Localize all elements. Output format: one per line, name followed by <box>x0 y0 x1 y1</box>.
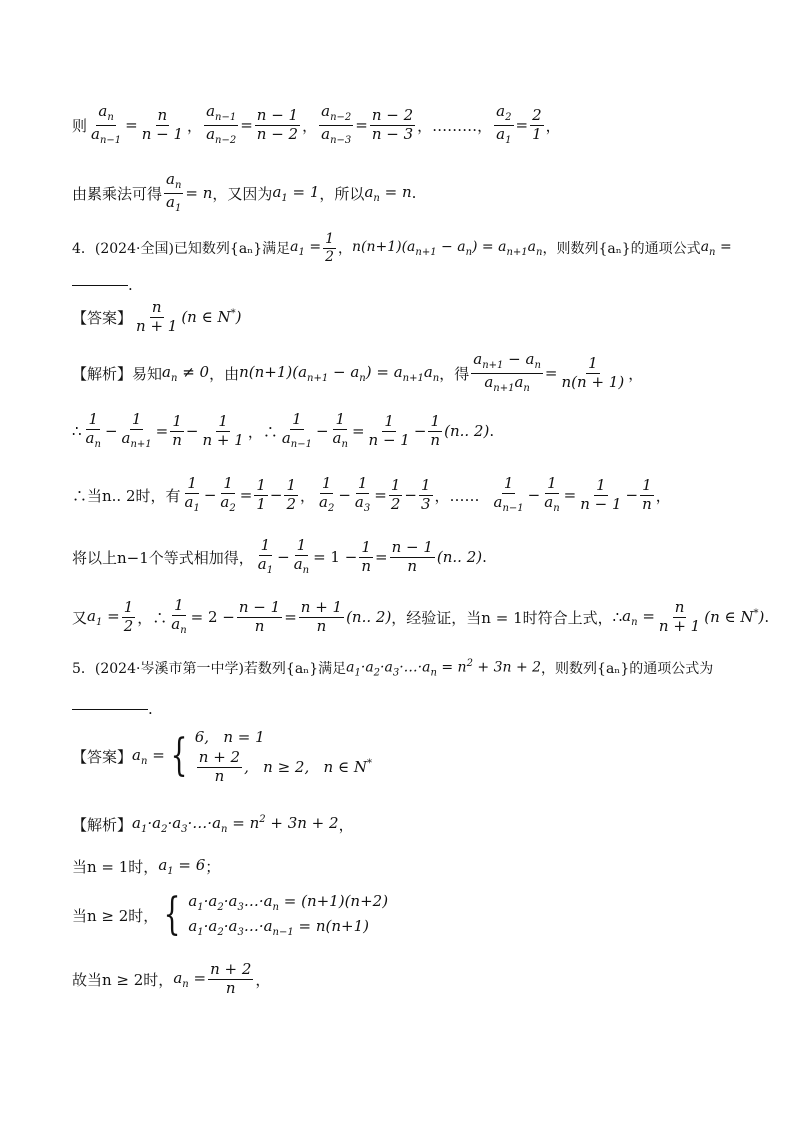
p5-analysis-4: 故当n ≥ 2时， $a_n$ = $\frac{n + 2}{n}$ ， <box>72 960 271 997</box>
text-youyin: ，又因为 <box>212 184 273 203</box>
p4-analysis-1: 【解析】 易知 $a_n \ne 0$ ，由 $n(n+1)(a_{n+1} - a_n) = a_{n+1}a_n$ ，得 $\frac{a_{n+1} - a_n}{a_{n+1}a_n}$ = $\frac{1}{n(n + 1)}$ ， <box>72 350 644 394</box>
p4-answer: 【答案】 $\frac{n}{n + 1}$ (n ∈ N*) <box>72 298 242 335</box>
p5-blank: . <box>72 700 153 718</box>
analysis-label: 【解析】 <box>72 364 133 383</box>
eq-line-1: 则 $\frac{a_n}{a_{n-1}}$ = $\frac{n}{n - 1}$ ， $\frac{a_{n-1}}{a_{n-2}}$ = $\frac{n - 1}{n - 2}$ ， $\frac{a_{n-2}}{a_{n-3}}$ = $\frac{n - 2}{n - 3}$ ， ………， $\frac{a_2}{a_1}$ = $\frac{2}{1}$ ， <box>72 102 561 146</box>
text-ze: 则 <box>72 116 88 135</box>
p4-analysis-2: ∴ $\frac{1}{a_n}$ − $\frac{1}{a_{n+1}}$ = $\frac{1}{n}$ − $\frac{1}{n + 1}$ ，∴ $\frac{1}{a_{n-1}}$ − $\frac{1}{a_n}$ = $\frac{1}{n - 1}$ − $\frac{1}{n}$ (n.. 2) . <box>72 410 495 450</box>
p5-analysis-1: 【解析】 $a_1\cdot a_2\cdot a_3\cdot\dots\cdot a_n = n^2 + 3n + 2$ ， <box>72 814 354 835</box>
p4-mid-text: ，则数列{aₙ}的通项公式 <box>542 241 701 258</box>
p5-analysis-3: 当n ≥ 2时， { $a_1\cdot a_2\cdot a_3\dots\cdot a_n = (n+1)(n+2)$ $a_1\cdot a_2\cdot a_3\dots\cdot a_{n-1} = n(n+1)$ <box>72 889 389 940</box>
p4-analysis-3: ∴当n.. 2时，有 $\frac{1}{a_1}$ − $\frac{1}{a_2}$ = $\frac{1}{1}$ − $\frac{1}{2}$ ， $\frac{1}{a_2}$ − $\frac{1}{a_3}$ = $\frac{1}{2}$ − $\frac{1}{3}$ ，…… $\frac{1}{a_{n-1}}$ − $\frac{1}{a_n}$ = $\frac{1}{n - 1}$ − $\frac{1}{n}$ ， <box>72 474 671 514</box>
p5-analysis-2: 当n = 1时， $a_1 = 6$ ； <box>72 856 221 877</box>
p4-analysis-5: 又 $a_1$ = $\frac{1}{2}$ ，∴ $\frac{1}{a_n}$ = 2 − $\frac{n - 1}{n}$ = $\frac{n + 1}{n}$ (n.. 2) ，经验证，当n = 1时符合上式， ∴ $a_n$ = $\frac{n}{n + 1}$ (n ∈ N*) . <box>72 596 770 636</box>
text-suoyi: ，所以 <box>319 184 365 203</box>
eq-line-2: 由累乘法可得 $\frac{a_n}{a_1}$ = n ，又因为 $a_1 = 1$ ，所以 $a_n = n$ . <box>72 170 417 214</box>
p4-analysis-4: 将以上n−1个等式相加得， $\frac{1}{a_1}$ − $\frac{1}{a_n}$ = 1 − $\frac{1}{n}$ = $\frac{n - 1}{n}$ (n.. 2) . <box>72 536 487 576</box>
p4-blank: . <box>72 276 133 294</box>
text-lei: 由累乘法可得 <box>72 184 163 203</box>
problem-4-title: 4．(2024·全国)已知数列{aₙ}满足 $a_1$ = $\frac{1}{2}$ ， $n(n+1)(a_{n+1} - a_n) = a_{n+1}a_n$ ，则数列{aₙ}的通项公式 $a_n$ = <box>72 231 732 265</box>
problem-5-title: 5．(2024·岑溪市第一中学)若数列{aₙ}满足 $a_1\cdot a_2\cdot a_3\cdot\dots\cdot a_n = n^2 + 3n + 2$ ，则数列{aₙ}的通项公式为 <box>72 658 714 679</box>
answer-label: 【答案】 <box>72 308 133 327</box>
p5-answer: 【答案】 $a_n$ = { 6, n = 1 $\frac{n + 2}{n}$ , n ≥ 2, n ∈ N* <box>72 728 372 785</box>
p4-title-text: 4．(2024·全国)已知数列{aₙ}满足 <box>72 241 291 258</box>
